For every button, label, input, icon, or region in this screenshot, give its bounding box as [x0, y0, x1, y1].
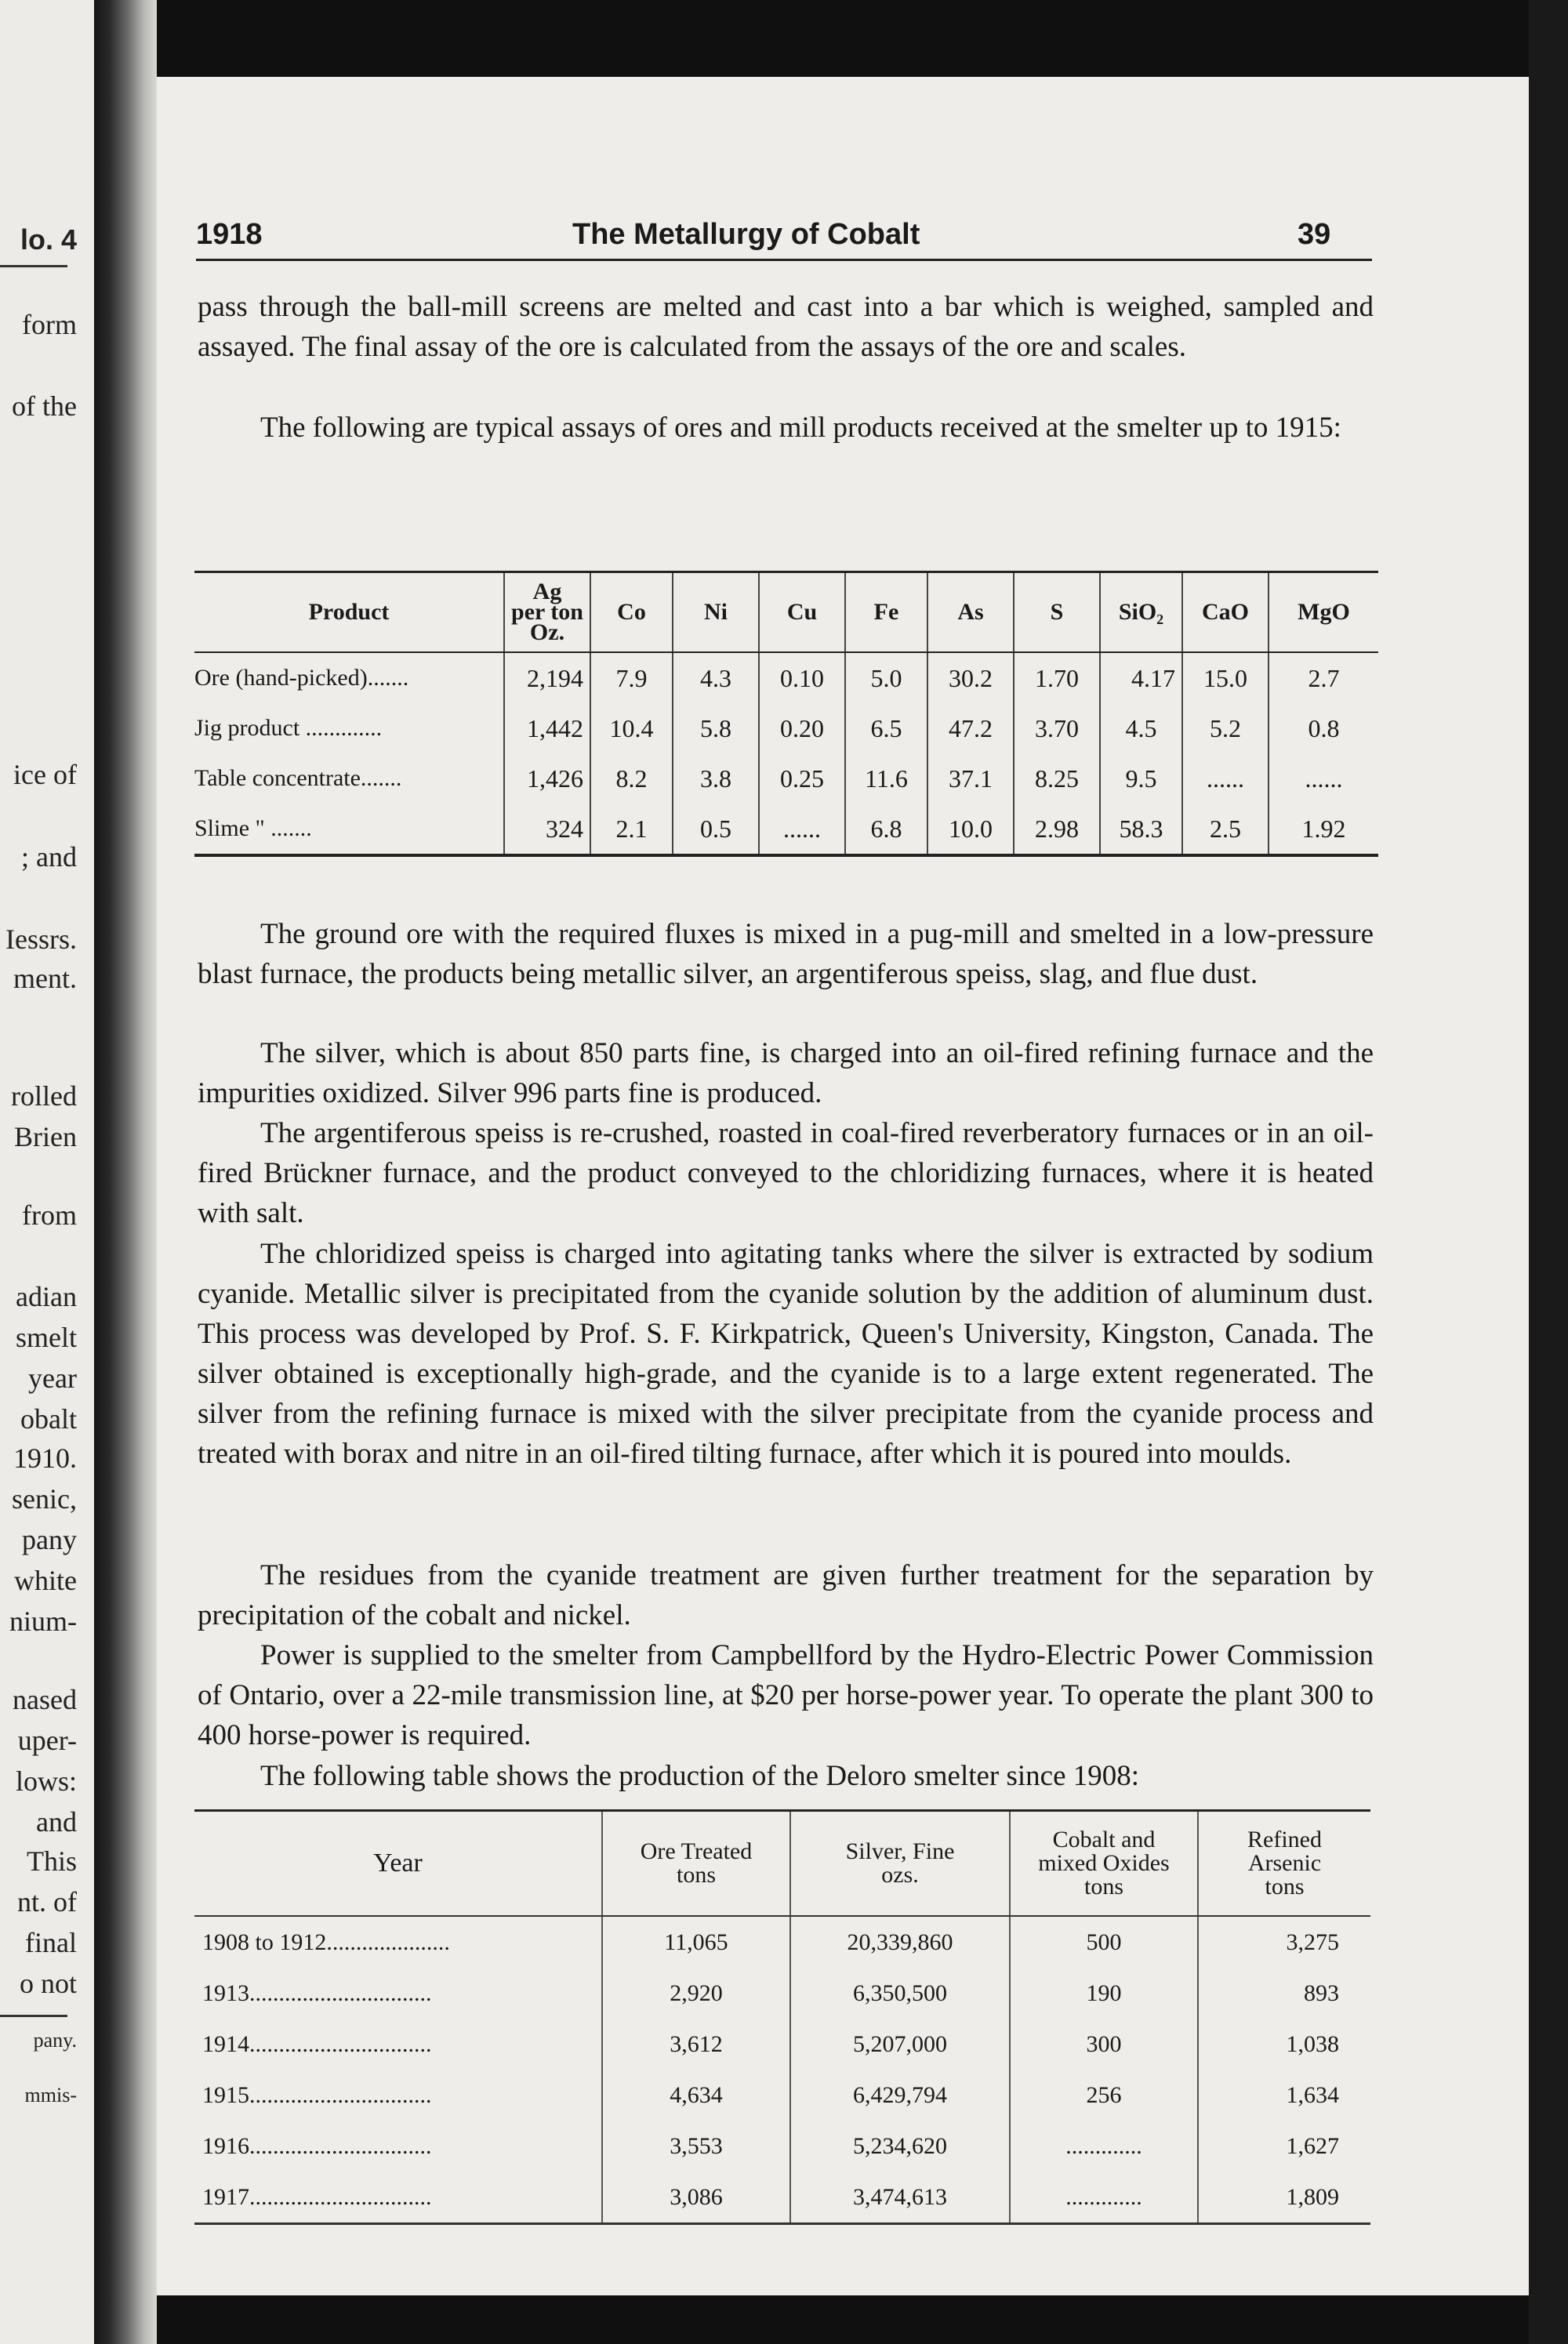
- margin-text: form: [22, 309, 77, 340]
- cell-silver: 5,234,620: [790, 2121, 1010, 2172]
- cell-cao: ......: [1182, 753, 1269, 804]
- cell-arsenic: 1,809: [1198, 2172, 1370, 2224]
- paragraph: The argentiferous speiss is re-crushed, roasted in coal-fired reverberatory furnaces or in an oil-fired Brückner furnace, and the product conveyed to the chloridizing furnaces, where it is heated with salt.: [198, 1117, 1374, 1229]
- cell-cobalt: 190: [1010, 1968, 1198, 2019]
- margin-text: uper-: [17, 1725, 77, 1756]
- cell-product: Jig product .............: [194, 715, 383, 741]
- column-header: Fe: [845, 572, 927, 653]
- cell-ore-treated: 3,612: [602, 2019, 790, 2070]
- margin-text: pany.: [33, 2029, 77, 2052]
- cell-sio2: 4.5: [1100, 703, 1182, 753]
- margin-text: o not: [19, 1968, 77, 1999]
- table-row: [194, 753, 1378, 804]
- cell-cao: 5.2: [1182, 703, 1269, 753]
- cell-silver: 3,474,613: [790, 2172, 1010, 2224]
- table-row: [194, 804, 1378, 855]
- column-header-line: tons: [676, 1862, 716, 1888]
- cell-mgo: 1.92: [1269, 804, 1378, 855]
- cell-cobalt: 256: [1010, 2070, 1198, 2121]
- cell-cu: 0.25: [759, 753, 845, 804]
- book-page: [157, 77, 1529, 2295]
- paragraph: pass through the ball-mill screens are melted and cast into a bar which is weighed, sampled and assayed. The final assay of the ore is calculated from the assays of the ore and scales.: [198, 291, 1374, 363]
- table-header-row: [194, 572, 1378, 653]
- table-row: [194, 1968, 1370, 2019]
- paragraph: The chloridized speiss is charged into agitating tanks where the silver is extracted by sodium cyanide. Metallic silver is precipitated from the cyanide solution by the addition of aluminum dust. This process was developed by Prof. S. F. Kirkpatrick, Queen's University, Kingston, Canada. The silver obtained is exceptionally high-grade, and the cyanide is to a large extent regenerated. The silver from the refining furnace is mixed with the silver precipitate from the cyanide process and treated with borax and nitre in an oil-fired tilting furnace, after which it is poured into moulds.: [198, 1238, 1374, 1470]
- column-header-line: Ag: [532, 579, 562, 604]
- cell-year: 1913...............................: [202, 1979, 432, 2006]
- cell-year: 1916...............................: [202, 2132, 432, 2159]
- cell-ni: 3.8: [673, 753, 759, 804]
- margin-text: mmis-: [24, 2084, 77, 2106]
- margin-text: nium-: [9, 1606, 77, 1637]
- column-header: Year: [194, 1811, 602, 1917]
- margin-text: obalt: [20, 1403, 77, 1435]
- cell-s: 2.98: [1014, 804, 1100, 855]
- column-header: Co: [590, 572, 673, 653]
- column-header-line: tons: [1083, 1874, 1123, 1900]
- paragraph: The silver, which is about 850 parts fine, is charged into an oil-fired refining furnace and the impurities oxidized. Silver 996 parts fine is produced.: [198, 1037, 1374, 1109]
- margin-text: nased: [13, 1684, 77, 1715]
- margin-text: from: [22, 1199, 77, 1231]
- table-row: [194, 652, 1378, 703]
- cell-ni: 4.3: [673, 652, 759, 703]
- column-header-line: Oz.: [529, 619, 565, 645]
- header-rule: [196, 259, 1372, 261]
- cell-s: 1.70: [1014, 652, 1100, 703]
- cell-silver: 6,429,794: [790, 2070, 1010, 2121]
- column-header: CaO: [1182, 572, 1269, 653]
- paragraph: The following table shows the production of the Deloro smelter since 1908:: [260, 1760, 1140, 1792]
- cell-co: 10.4: [590, 703, 673, 753]
- cell-cu: 0.20: [759, 703, 845, 753]
- column-header-line: mixed Oxides: [1038, 1850, 1170, 1876]
- cell-co: 2.1: [590, 804, 673, 855]
- cell-year: 1908 to 1912.....................: [202, 1929, 450, 1955]
- table-row: [194, 2172, 1370, 2224]
- cell-as: 10.0: [927, 804, 1014, 855]
- margin-text: pany: [22, 1524, 77, 1555]
- table-row: [194, 2070, 1370, 2121]
- margin-rule: [0, 265, 67, 267]
- cell-arsenic: 1,627: [1198, 2121, 1370, 2172]
- scan-border: [1529, 0, 1568, 2344]
- left-page-fragment: [0, 0, 94, 2344]
- column-header-line: Ore Treated: [640, 1838, 753, 1864]
- cell-ore-treated: 3,086: [602, 2172, 790, 2224]
- cell-co: 7.9: [590, 652, 673, 703]
- column-header: Cu: [759, 572, 845, 653]
- assay-table: [194, 571, 1378, 857]
- cell-arsenic: 1,038: [1198, 2019, 1370, 2070]
- column-header-line: Silver, Fine: [845, 1838, 955, 1864]
- margin-text: rolled: [11, 1080, 77, 1112]
- table-row: [194, 1916, 1370, 1968]
- cell-cao: 15.0: [1182, 652, 1269, 703]
- margin-text: year: [28, 1362, 77, 1394]
- cell-year: 1917...............................: [194, 2172, 602, 2224]
- running-header: [157, 218, 1529, 265]
- book-gutter: [94, 0, 157, 2344]
- margin-text: ; and: [21, 841, 77, 873]
- cell-cobalt: 300: [1010, 2019, 1198, 2070]
- column-header: [790, 1811, 1010, 1917]
- cell-cobalt: 500: [1010, 1916, 1198, 1968]
- column-header-line: tons: [1265, 1874, 1305, 1900]
- cell-cao: 2.5: [1182, 804, 1269, 855]
- margin-text: of the: [12, 390, 77, 422]
- cell-arsenic: 1,634: [1198, 2070, 1370, 2121]
- cell-s: 8.25: [1014, 753, 1100, 804]
- cell-fe: 6.5: [845, 703, 927, 753]
- margin-text: lo. 4: [20, 223, 77, 256]
- column-header: [1198, 1811, 1370, 1917]
- cell-ore-treated: 11,065: [602, 1916, 790, 1968]
- production-table: [194, 1809, 1370, 2225]
- page-number: 39: [1298, 218, 1331, 251]
- margin-text: senic,: [12, 1483, 77, 1515]
- header-year: 1918: [196, 218, 263, 251]
- cell-ag: 324: [504, 804, 590, 855]
- cell-ag: 2,194: [504, 652, 590, 703]
- paragraph: The following are typical assays of ores and mill products received at the smelter up to 1915:: [260, 412, 1341, 444]
- cell-arsenic: 893: [1198, 1968, 1370, 2019]
- cell-ore-treated: 3,553: [602, 2121, 790, 2172]
- table-header-row: [194, 1811, 1370, 1917]
- cell-arsenic: 3,275: [1198, 1916, 1370, 1968]
- paragraph: The ground ore with the required fluxes is mixed in a pug-mill and smelted in a low-pressure blast furnace, the products being metallic silver, an argentiferous speiss, slag, and flue dust.: [198, 918, 1374, 990]
- cell-cobalt: .............: [1010, 2121, 1198, 2172]
- margin-text: This: [26, 1845, 77, 1877]
- cell-fe: 11.6: [845, 753, 927, 804]
- margin-text: Iessrs.: [5, 923, 77, 955]
- table-row: [194, 2121, 1370, 2172]
- column-header: MgO: [1269, 572, 1378, 653]
- margin-text: adian: [16, 1281, 77, 1312]
- cell-year: 1914...............................: [202, 2030, 432, 2057]
- column-header: SiO₂: [1100, 572, 1182, 653]
- margin-text: lows:: [15, 1765, 77, 1797]
- cell-product: Slime " .......: [194, 804, 504, 855]
- column-header: Product: [194, 572, 504, 653]
- paragraph: Power is supplied to the smelter from Campbellford by the Hydro-Electric Power Commission of Ontario, over a 22-mile transmission line, at $20 per horse-power year. To operate the plant 300 to 400 horse-power is required.: [198, 1639, 1374, 1751]
- column-header-line: Cobalt and: [1052, 1827, 1156, 1852]
- cell-cu: 0.10: [759, 652, 845, 703]
- column-header-line: per ton: [511, 599, 583, 625]
- cell-as: 30.2: [927, 652, 1014, 703]
- table-row: [194, 2019, 1370, 2070]
- cell-ag: 1,426: [504, 753, 590, 804]
- table-row: [194, 703, 1378, 753]
- margin-text: and: [36, 1806, 77, 1838]
- column-header: Ni: [673, 572, 759, 653]
- paragraph: The residues from the cyanide treatment are given further treatment for the separation by precipitation of the cobalt and nickel.: [198, 1559, 1374, 1631]
- cell-year: 1915...............................: [202, 2081, 432, 2108]
- margin-text: ment.: [13, 963, 77, 994]
- cell-product: Table concentrate.......: [194, 765, 402, 791]
- cell-fe: 6.8: [845, 804, 927, 855]
- margin-text: nt. of: [17, 1886, 77, 1918]
- cell-ag: 1,442: [504, 703, 590, 753]
- cell-ore-treated: 4,634: [602, 2070, 790, 2121]
- margin-text: Brien: [14, 1121, 77, 1152]
- cell-sio2: 58.3: [1100, 804, 1182, 855]
- cell-product: Ore (hand-picked).......: [194, 665, 409, 691]
- cell-ni: 5.8: [673, 703, 759, 753]
- cell-fe: 5.0: [845, 652, 927, 703]
- cell-cu: ......: [759, 804, 845, 855]
- cell-ore-treated: 2,920: [602, 1968, 790, 2019]
- margin-text: final: [25, 1927, 77, 1958]
- column-header-line: Arsenic: [1247, 1850, 1322, 1876]
- margin-text: smelt: [16, 1322, 77, 1353]
- margin-text: white: [14, 1565, 77, 1596]
- cell-sio2: 4.17: [1100, 652, 1182, 703]
- cell-mgo: 0.8: [1269, 703, 1378, 753]
- cell-as: 37.1: [927, 753, 1014, 804]
- column-header: [602, 1811, 790, 1917]
- cell-mgo: ......: [1269, 753, 1378, 804]
- cell-mgo: 2.7: [1269, 652, 1378, 703]
- cell-cobalt: .............: [1010, 2172, 1198, 2224]
- cell-silver: 6,350,500: [790, 1968, 1010, 2019]
- column-header: [1010, 1811, 1198, 1917]
- column-header: [504, 572, 590, 653]
- margin-text: 1910.: [13, 1442, 77, 1474]
- cell-silver: 20,339,860: [790, 1916, 1010, 1968]
- column-header-line: ozs.: [881, 1862, 919, 1888]
- column-header-line: Refined: [1247, 1827, 1322, 1852]
- cell-as: 47.2: [927, 703, 1014, 753]
- cell-ni: 0.5: [673, 804, 759, 855]
- cell-co: 8.2: [590, 753, 673, 804]
- cell-s: 3.70: [1014, 703, 1100, 753]
- column-header: S: [1014, 572, 1100, 653]
- header-title: The Metallurgy of Cobalt: [572, 218, 920, 251]
- margin-text: ice of: [13, 759, 77, 790]
- cell-silver: 5,207,000: [790, 2019, 1010, 2070]
- column-header: As: [927, 572, 1014, 653]
- margin-rule: [0, 2015, 67, 2017]
- cell-sio2: 9.5: [1100, 753, 1182, 804]
